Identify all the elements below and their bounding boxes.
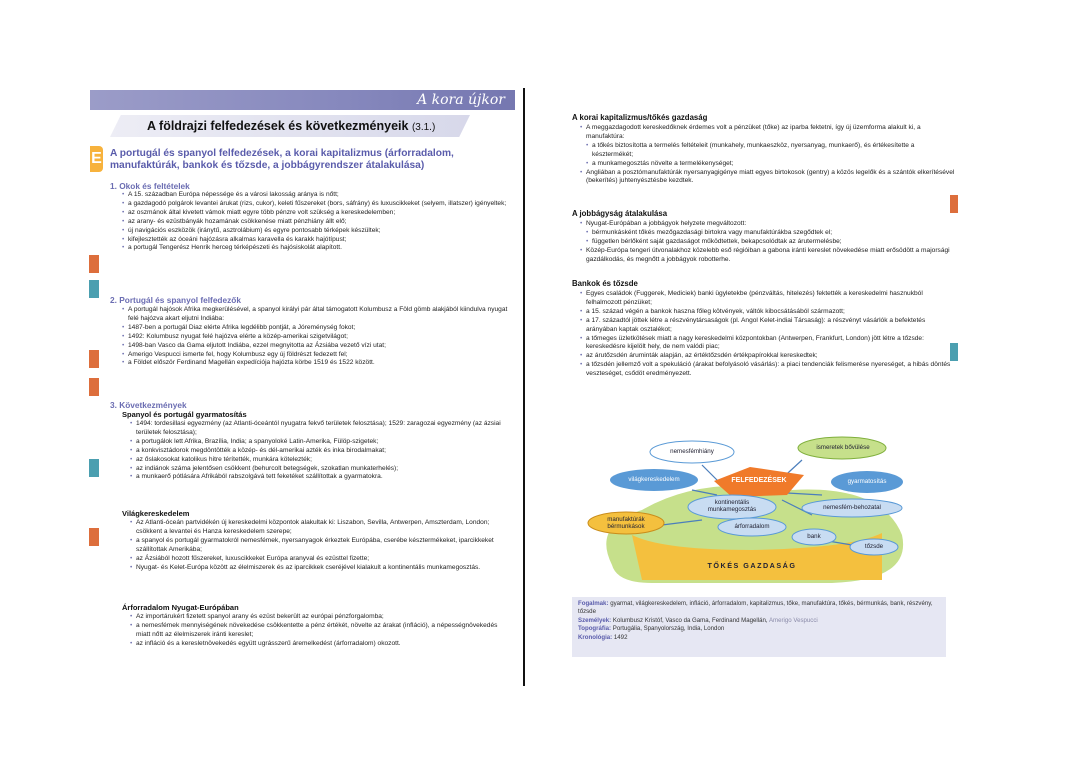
list-item: • a tőkés biztosította a termelés feltételeit (munkahely, munkaeszköz, nyersanyag, munkaerő), és értékesítette a késztermékét; xyxy=(580,142,955,160)
price-revolution-list xyxy=(130,613,508,649)
list-item: • a nemesfémek mennyiségének növekedése csökkentette a pénz értékét, növelte az árakat (infláció), a népességnövekedés miatt nőtt az élelmiszerek iránti kereslet; xyxy=(130,622,508,640)
list-item: • Nyugat-Európában a jobbágyok helyzete megváltozott: xyxy=(580,220,955,229)
list-item: • kifejlesztették az óceáni hajózásra alkalmas karavella és karakk hajótípust; xyxy=(122,236,508,245)
margin-tag xyxy=(89,528,99,546)
margin-tag xyxy=(89,459,99,477)
node-precious-metal-import: nemesfém-behozatal xyxy=(823,504,881,511)
list-item: • A 15. században Európa népessége és a városi lakosság aránya is nőtt; xyxy=(122,191,508,200)
heading-serfdom: A jobbágyság átalakulása xyxy=(572,209,668,218)
list-item: • a tőzsdén jellemző volt a spekuláció (árakat befolyásoló vásárlás): a piaci tendenciák felismerése nyereséget, a hibás döntés veszteséget, csődöt eredményezett. xyxy=(580,361,955,379)
list-item: • Nyugat- és Kelet-Európa között az élelmiszerek és az iparcikkek cseréjével kialakult a kontinentális munkamegosztás. xyxy=(130,564,508,573)
section-1-list xyxy=(122,191,508,253)
margin-tag xyxy=(89,255,99,273)
list-item: • független bérlőként saját gazdaságot működtettek, bekapcsolódtak az árutermelésbe; xyxy=(580,238,955,247)
list-item: • a konkvisztádorok megdöntötték a közép- és dél-amerikai azték és inka birodalmakat; xyxy=(130,447,508,456)
list-item: • bérmunkásként tőkés mezőgazdasági birtokra vagy manufaktúrákba szegődtek el; xyxy=(580,229,955,238)
list-item: • Az importárukért fizetett spanyol arany és ezüst bekerült az európai pénzforgalomba; xyxy=(130,613,508,622)
concept-diagram xyxy=(582,415,918,587)
list-item: • az oszmánok által kivetett vámok miatt egyre több pénzre volt szükség a kereskedelemben; xyxy=(122,209,508,218)
list-item: • új navigációs eszközök (iránytű, asztrolábium) és egyre pontosabb térképek készültek; xyxy=(122,227,508,236)
list-item: • a spanyol és portugál gyarmatokról nemesfémek, nyersanyagok érkeztek Európába, cserébe késztermékeket, iparcikkeket szállítottak Amerikába; xyxy=(130,537,508,555)
section-letter-tag: E xyxy=(90,146,103,172)
list-item: • Az Atlanti-óceán partvidékén új kereskedelmi központok alakultak ki: Liszabon, Sevilla, Antwerpen, Amszterdam, London; csökkent a levantei és Hanza kereskedelem szerepe; xyxy=(130,519,508,537)
list-item: • a tőmeges üzletkötések miatt a nagy kereskedelmi központokban (Antwerpen, Frankfurt, London) jött létre a tőzsde: kereskedésre kijelölt hely, de nem valódi piac; xyxy=(580,335,955,353)
list-item: • a munkaerő pótlására Afrikából rabszolgává tett feketéket szállítottak a gyarmatokra. xyxy=(130,473,508,482)
list-item: • a gazdagodó polgárok levantei árukat (rizs, cukor), keleti fűszereket (bors, sáfrány) és luxuscikkeket (selyem, illatszer) igényeltek; xyxy=(122,200,508,209)
summary-chronology: Kronológia: 1492 xyxy=(578,633,628,641)
right-page xyxy=(572,110,955,680)
heading-banks: Bankok és tőzsde xyxy=(572,279,638,288)
page-divider xyxy=(523,88,525,686)
margin-tag xyxy=(950,195,958,213)
node-colonization: gyarmatosítás xyxy=(847,478,887,485)
list-item: • 1487-ben a portugál Diaz elérte Afrika legdélibb pontját, a Jóreménység fokot; xyxy=(122,324,508,333)
left-page xyxy=(90,90,515,680)
list-item: • Közép-Európa tengeri útvonalakhoz közelebb eső régióiban a gabona iránti kereslet növekedése miatt erősödött a majorsági gazdálkodás, és megnőtt a jobbágyok robotterhe. xyxy=(580,247,955,265)
list-item: • 1492: Kolumbusz nyugat felé hajózva elérte a közép-amerikai szigetvilágot; xyxy=(122,333,508,342)
list-item: • Angliában a posztómanufaktúrák nyersanyagigénye miatt egyes birtokosok (gentry) a közös legelők és a szántók elkerítésével (bekerítés) juhtenyésztésbe kezdtek. xyxy=(580,169,955,187)
list-item: • 1494: tordesillasi egyezmény (az Atlanti-óceántól nyugatra fekvő területek felosztása); 1529: zaragozai egyezmény (az ázsiai területek felosztása); xyxy=(130,420,508,438)
section-2-list xyxy=(122,306,508,368)
list-item: • a 17. századtól jöttek létre a részvénytársaságok (pl. Angol Kelet-indiai Társaság): a részvényt vásárlók a befektetés arányában kaptak osztalékot; xyxy=(580,317,955,335)
node-knowledge-expansion: ismeretek bővülése xyxy=(816,444,870,451)
list-item: • a portugálok lett Afrika, Brazília, India; a spanyoloké Latin-Amerika, Fülöp-szigetek; xyxy=(130,438,508,447)
node-bank: bank xyxy=(807,533,821,540)
node-world-trade: világkereskedelem xyxy=(628,476,680,483)
section-2-title: 2. Portugál és spanyol felfedezők xyxy=(110,295,241,305)
node-manufactures: manufaktúrák bérmunkások xyxy=(607,516,645,530)
list-item: • az Ázsiából hozott fűszereket, luxuscikkeket Európa aranyval és ezüsttel fizette; xyxy=(130,555,508,564)
subheading-colonization: Spanyol és portugál gyarmatosítás xyxy=(122,410,247,419)
subheading-price-revolution: Árforradalom Nyugat-Európában xyxy=(122,603,239,612)
chapter-band xyxy=(90,90,515,110)
banks-list xyxy=(580,290,955,379)
list-item: • a Földet először Ferdinand Magellán expedíciója hajózta körbe 1519 és 1522 között. xyxy=(122,359,508,368)
list-item: • az árutőzsdén áruminták alapján, az értéktőzsdén értékpapírokkal kereskedtek; xyxy=(580,352,955,361)
list-item: • a 15. század végén a bankok haszna főleg kötvények, váltók kibocsátásából származott; xyxy=(580,308,955,317)
node-stock-exchange: tőzsde xyxy=(864,543,884,550)
node-precious-metal-shortage: nemesfémhiány xyxy=(670,448,714,455)
node-capitalist-economy: TŐKÉS GAZDASÁG xyxy=(707,561,797,570)
margin-tag xyxy=(89,350,99,368)
heading-early-capitalism: A korai kapitalizmus/tőkés gazdaság xyxy=(572,113,708,122)
list-item: • Amerigo Vespucci ismerte fel, hogy Kolumbusz egy új földrészt fedezett fel; xyxy=(122,351,508,360)
capitalism-list xyxy=(580,124,955,186)
list-item: • az őslakosokat katolikus hitre térítették, munkára kötelezték; xyxy=(130,456,508,465)
list-item: • az infláció és a keresletnövekedés együtt ugrásszerű áremelkedést (árforradalom) okozott. xyxy=(130,640,508,649)
list-item: • az indiánok száma jelentősen csökkent (behurcolt betegségek, szokatlan munkaterhelés); xyxy=(130,465,508,474)
section-1-title: 1. Okok és feltételek xyxy=(110,181,190,191)
title-ref: (3.1.) xyxy=(411,122,436,133)
list-item: • a munkamegosztás növelte a termelékenységet; xyxy=(580,160,955,169)
summary-persons: Személyek: Kolumbusz Kristóf, Vasco da Gama, Ferdinand Magellán, Amerigo Vespucci xyxy=(578,616,818,624)
list-item: • a portugál Tengerész Henrik herceg térképészeti és hajósiskolát alapított. xyxy=(122,244,508,253)
summary-topography: Topográfia: Portugália, Spanyolország, India, London xyxy=(578,625,725,633)
margin-tag xyxy=(89,280,99,298)
page-title: A földrajzi felfedezések és következményeik (3.1.) xyxy=(147,119,436,133)
serfdom-list xyxy=(580,220,955,265)
chapter-title: A kora újkor xyxy=(417,92,505,108)
world-trade-list xyxy=(130,519,508,572)
margin-tag xyxy=(89,378,99,396)
node-price-revolution: árforradalom xyxy=(734,523,770,530)
summary-concepts: Fogalmak: gyarmat, világkereskedelem, infláció, árforradalom, kapitalizmus, tőke, manufaktúra, tőkés, bérmunkás, bank, részvény, tőzsde xyxy=(578,600,933,616)
list-item: • Egyes családok (Fuggerek, Mediciek) banki ügyletekbe (pénzváltás, hitelezés) fektették a kereskedelmi hasznukból felhalmozott pénzüket; xyxy=(580,290,955,308)
list-item: • A portugál hajósok Afrika megkerülésével, a spanyol királyi pár által támogatott Kolumbusz a Föld gömb alakjából kiindulva nyugat felé hajózva akart eljutni Indiába: xyxy=(122,306,508,324)
colonization-list xyxy=(130,420,508,482)
list-item: • az arany- és ezüstbányák hozamának csökkenése miatt pénzhiány állt elő; xyxy=(122,218,508,227)
list-item: • 1498-ban Vasco da Gama eljutott Indiába, ezzel megnyitotta az Ázsiába vezető vízi utat; xyxy=(122,342,508,351)
section-3-title: 3. Következmények xyxy=(110,400,187,410)
summary-box xyxy=(572,597,946,657)
node-discoveries: FELFEDEZÉSEK xyxy=(731,477,787,484)
list-item: • A meggazdagodott kereskedőknek érdemes volt a pénzüket (tőke) az iparba fektetni, így új üzemforma alakult ki, a manufaktúra: xyxy=(580,124,955,142)
main-heading: A portugál és spanyol felfedezések, a korai kapitalizmus (árforradalom, manufaktúrák, bankok és tőzsde, a jobbágyrendszer átalakulása) xyxy=(110,148,454,171)
node-continental-labor-division: kontinentális munkamegosztás xyxy=(707,499,757,513)
subheading-world-trade: Világkereskedelem xyxy=(122,509,190,518)
